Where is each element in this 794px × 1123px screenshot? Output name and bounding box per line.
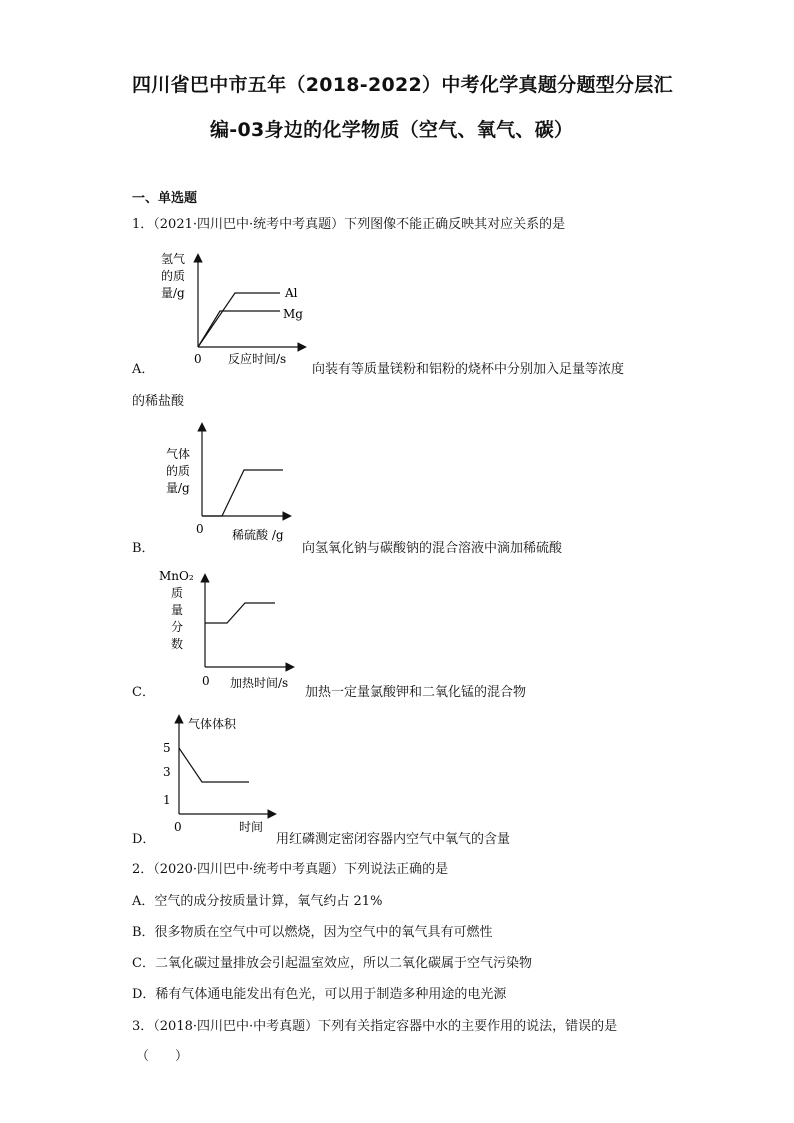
y-label-2: 的质 bbox=[161, 269, 186, 283]
option-b-graph bbox=[160, 418, 300, 548]
tick-5: 5 bbox=[163, 741, 171, 755]
tick-1: 1 bbox=[163, 793, 171, 807]
mno2-curve bbox=[205, 603, 275, 623]
doc-title-line2: 编-03身边的化学物质（空气、氧气、碳） bbox=[210, 119, 574, 141]
y-label: 气体体积 bbox=[188, 717, 237, 731]
question-2-stem: 2．（2020·四川巴中·统考中考真题）下列说法正确的是 bbox=[132, 862, 449, 877]
option-a-desc-line2: 的稀盐酸 bbox=[132, 394, 185, 409]
doc-title-line1: 四川省巴中市五年（2018-2022）中考化学真题分题型分层汇 bbox=[132, 74, 673, 96]
origin-label: 0 bbox=[174, 820, 182, 834]
x-label: 稀硫酸 /g bbox=[232, 528, 284, 542]
option-a-label: A． bbox=[132, 362, 155, 377]
y-label-2: 量 bbox=[171, 603, 184, 617]
al-curve bbox=[198, 293, 280, 347]
y-label-1: 氢气 bbox=[161, 252, 186, 266]
question-2-option-c: C．二氧化碳过量排放会引起温室效应，所以二氧化碳属于空气污染物 bbox=[132, 956, 532, 971]
tick-3: 3 bbox=[163, 765, 171, 779]
origin-label: 0 bbox=[202, 674, 210, 688]
option-d-graph bbox=[155, 710, 280, 840]
origin-label: 0 bbox=[194, 352, 202, 366]
x-label: 反应时间/s bbox=[228, 352, 287, 366]
y-label-1: 气体 bbox=[166, 447, 191, 461]
option-c-label: C． bbox=[132, 685, 155, 700]
al-label: Al bbox=[285, 286, 298, 300]
question-3-blank: （ ） bbox=[136, 1049, 189, 1064]
option-b-desc: 向氢氧化钠与碳酸钠的混合溶液中滴加稀硫酸 bbox=[302, 541, 563, 556]
y-label-4: 数 bbox=[171, 637, 184, 651]
question-1-stem: 1．（2021·四川巴中·统考中考真题）下列图像不能正确反映其对应关系的是 bbox=[132, 217, 566, 232]
y-label-0: MnO₂ bbox=[159, 569, 194, 583]
option-c-graph bbox=[155, 567, 305, 695]
y-label-3: 量/g bbox=[166, 481, 190, 495]
section-heading: 一、单选题 bbox=[132, 191, 198, 206]
question-2-option-b: B．很多物质在空气中可以燃烧，因为空气中的氧气具有可燃性 bbox=[132, 925, 493, 940]
volume-curve bbox=[179, 748, 249, 782]
option-d-desc: 用红磷测定密闭容器内空气中氧气的含量 bbox=[276, 832, 511, 847]
y-label-2: 的质 bbox=[166, 464, 191, 478]
option-b-label: B． bbox=[132, 541, 155, 556]
y-label-3: 量/g bbox=[161, 286, 185, 300]
question-3-stem: 3．（2018·四川巴中·中考真题）下列有关指定容器中水的主要作用的说法，错误的是 bbox=[132, 1019, 618, 1034]
y-label-3: 分 bbox=[171, 620, 184, 634]
x-label: 时间 bbox=[239, 820, 264, 834]
x-label: 加热时间/s bbox=[230, 676, 289, 690]
y-label-1: 质 bbox=[171, 586, 184, 600]
gas-curve bbox=[202, 470, 283, 516]
option-a-desc-line1: 向装有等质量镁粉和铝粉的烧杯中分别加入足量等浓度 bbox=[312, 362, 625, 377]
question-2-option-d: D．稀有气体通电能发出有色光，可以用于制造多种用途的电光源 bbox=[132, 987, 507, 1002]
option-c-desc: 加热一定量氯酸钾和二氧化锰的混合物 bbox=[305, 685, 527, 700]
mg-label: Mg bbox=[283, 307, 303, 321]
question-2-option-a: A．空气的成分按质量计算，氧气约占 21% bbox=[132, 894, 383, 909]
option-a-graph bbox=[155, 245, 325, 370]
option-d-label: D． bbox=[132, 832, 156, 847]
origin-label: 0 bbox=[196, 522, 204, 536]
